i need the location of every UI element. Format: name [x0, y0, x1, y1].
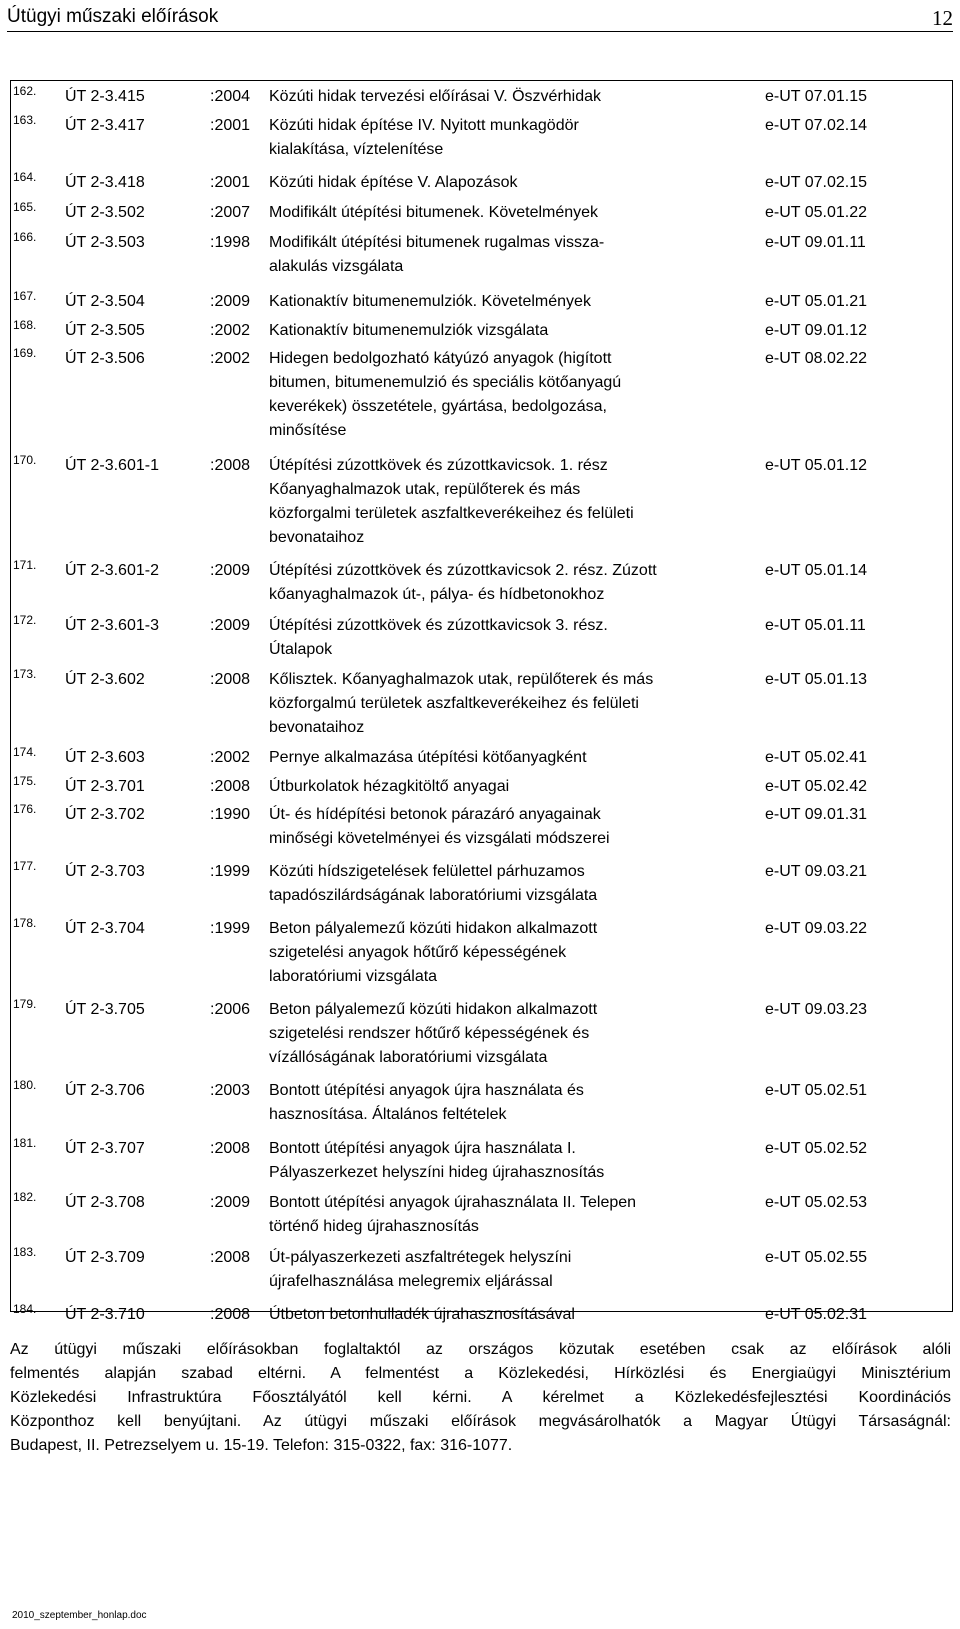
title-line: tapadószilárdságának laboratóriumi vizsgálata	[269, 887, 598, 904]
title-line: történő hideg újrahasznosítás	[269, 1218, 479, 1235]
standard-title	[269, 1191, 747, 1239]
title-line: közforgalmi területek aszfaltkeverékeihez és felületi	[269, 505, 634, 522]
title-line: Közúti hidak építése V. Alapozások	[269, 174, 518, 191]
standard-title	[269, 290, 747, 314]
standard-code: ÚT 2-3.707	[65, 1140, 145, 1157]
e-ut-reference: e-UT 05.01.22	[765, 204, 867, 221]
footer-line: felmentés alapján szabad eltérni. A felmentést a Közlekedési, Hírközlési és Energiaügyi Minisztérium	[10, 1365, 951, 1382]
standard-year: :1999	[210, 920, 251, 937]
standard-year: :2003	[210, 1082, 251, 1099]
e-ut-reference: e-UT 05.02.53	[765, 1194, 867, 1211]
standard-code: ÚT 2-3.704	[65, 920, 145, 937]
standard-year: :2002	[210, 350, 251, 367]
standard-code: ÚT 2-3.505	[65, 322, 145, 339]
e-ut-reference: e-UT 05.01.11	[765, 617, 866, 634]
standard-code: ÚT 2-3.708	[65, 1194, 145, 1211]
standard-code: ÚT 2-3.601-2	[65, 562, 159, 579]
standard-year: :2004	[210, 88, 251, 105]
standard-title	[269, 559, 747, 607]
standard-title	[269, 998, 747, 1070]
row-number: 165.	[13, 200, 37, 214]
title-line: hasznosítása. Általános feltételek	[269, 1106, 507, 1123]
title-line: Kőanyaghalmazok utak, repülőterek és más	[269, 481, 581, 498]
standard-year: :2008	[210, 671, 251, 688]
title-line: Útépítési zúzottkövek és zúzottkavicsok 2. rész. Zúzott	[269, 562, 657, 579]
row-number: 183.	[13, 1245, 37, 1259]
standard-code: ÚT 2-3.706	[65, 1082, 145, 1099]
standard-year: :2008	[210, 778, 251, 795]
row-number: 170.	[13, 453, 37, 467]
e-ut-reference: e-UT 05.02.42	[765, 778, 867, 795]
title-line: Útépítési zúzottkövek és zúzottkavicsok 3. rész.	[269, 617, 608, 634]
e-ut-reference: e-UT 09.01.12	[765, 322, 867, 339]
e-ut-reference: e-UT 09.03.23	[765, 1001, 867, 1018]
footer-paragraph	[10, 1338, 951, 1458]
standard-code: ÚT 2-3.503	[65, 234, 145, 251]
title-line: kialakítása, víztelenítése	[269, 141, 444, 158]
title-line: Útburkolatok hézagkitöltő anyagai	[269, 778, 510, 795]
row-number: 172.	[13, 613, 37, 627]
standard-code: ÚT 2-3.418	[65, 174, 145, 191]
standard-title	[269, 1079, 747, 1127]
standard-code: ÚT 2-3.703	[65, 863, 145, 880]
title-line: Beton pályalemezű közúti hidakon alkalmazott	[269, 1001, 598, 1018]
title-line: szigetelési rendszer hőtűrő képességének és	[269, 1025, 590, 1042]
title-line: minőségi követelményei és vizsgálati módszerei	[269, 830, 610, 847]
footer-line: Közlekedési Infrastruktúra Főosztályától kell kérni. A kérelmet a Közlekedésfejlesztési Koordinációs	[10, 1389, 951, 1406]
standard-title	[269, 347, 747, 443]
footer-line: Központhoz kell benyújtani. Az útügyi műszaki előírások megvásárolhatók a Magyar Útügyi Társaságnál:	[10, 1413, 951, 1430]
standard-code: ÚT 2-3.506	[65, 350, 145, 367]
e-ut-reference: e-UT 05.02.55	[765, 1249, 867, 1266]
e-ut-reference: e-UT 05.01.13	[765, 671, 867, 688]
standard-title	[269, 917, 747, 989]
e-ut-reference: e-UT 05.02.52	[765, 1140, 867, 1157]
row-number: 169.	[13, 346, 37, 360]
title-line: bevonataihoz	[269, 529, 365, 546]
row-number: 179.	[13, 997, 37, 1011]
standard-year: :2009	[210, 617, 251, 634]
standards-table	[10, 80, 953, 1323]
title-line: Kationaktív bitumenemulziók vizsgálata	[269, 322, 549, 339]
row-number: 175.	[13, 774, 37, 788]
row-number: 168.	[13, 318, 37, 332]
standard-year: :2001	[210, 174, 251, 191]
footer-line: Budapest, II. Petrezselyem u. 15-19. Telefon: 315-0322, fax: 316-1077.	[10, 1437, 513, 1454]
standard-code: ÚT 2-3.710	[65, 1306, 145, 1323]
header-title: Útügyi műszaki előírások	[7, 6, 219, 27]
title-line: újrafelhasználása melegremix eljárással	[269, 1273, 553, 1290]
title-line: kőanyaghalmazok út-, pálya- és hídbetonokhoz	[269, 586, 605, 603]
title-line: Közúti hidak építése IV. Nyitott munkagödör	[269, 117, 579, 134]
row-number: 180.	[13, 1078, 37, 1092]
row-number: 178.	[13, 916, 37, 930]
title-line: keverékek) összetétele, gyártása, bedolgozása,	[269, 398, 607, 415]
title-line: minősítése	[269, 422, 347, 439]
title-line: Útépítési zúzottkövek és zúzottkavicsok. 1. rész	[269, 457, 608, 474]
title-line: Kationaktív bitumenemulziók. Követelmények	[269, 293, 591, 310]
title-line: bitumen, bitumenemulzió és speciális kötőanyagú	[269, 374, 622, 391]
standard-code: ÚT 2-3.601-1	[65, 457, 159, 474]
standard-title	[269, 1137, 747, 1185]
standard-title	[269, 803, 747, 851]
standard-code: ÚT 2-3.709	[65, 1249, 145, 1266]
title-line: Pernye alkalmazása útépítési kötőanyagként	[269, 749, 587, 766]
standard-year: :1998	[210, 234, 251, 251]
standard-title	[269, 454, 747, 550]
standard-title	[269, 746, 747, 770]
standard-year: :2006	[210, 1001, 251, 1018]
standard-code: ÚT 2-3.701	[65, 778, 145, 795]
title-line: alakulás vizsgálata	[269, 258, 404, 275]
e-ut-reference: e-UT 05.01.21	[765, 293, 867, 310]
title-line: Út- és hídépítési betonok párazáró anyagainak	[269, 806, 601, 823]
row-number: 182.	[13, 1190, 37, 1204]
title-line: Modifikált útépítési bitumenek rugalmas vissza-	[269, 234, 605, 251]
title-line: Beton pályalemezű közúti hidakon alkalmazott	[269, 920, 598, 937]
standard-title	[269, 231, 747, 279]
standard-year: :2009	[210, 293, 251, 310]
e-ut-reference: e-UT 09.01.31	[765, 806, 867, 823]
standard-code: ÚT 2-3.502	[65, 204, 145, 221]
e-ut-reference: e-UT 07.02.15	[765, 174, 867, 191]
title-line: Pályaszerkezet helyszíni hideg újrahasznosítás	[269, 1164, 605, 1181]
standard-title	[269, 668, 747, 740]
standard-year: :2008	[210, 1306, 251, 1323]
title-line: vízállóságának laboratóriumi vizsgálata	[269, 1049, 548, 1066]
standard-title	[269, 85, 747, 109]
title-line: Bontott útépítési anyagok újra használata és	[269, 1082, 584, 1099]
title-line: bevonataihoz	[269, 719, 365, 736]
row-number: 171.	[13, 558, 37, 572]
title-line: Útbeton betonhulladék újrahasznosításával	[269, 1306, 575, 1323]
row-number: 162.	[13, 84, 37, 98]
row-number: 163.	[13, 113, 37, 127]
standard-title	[269, 614, 747, 662]
standard-year: :1999	[210, 863, 251, 880]
title-line: Út-pályaszerkezeti aszfaltrétegek helyszíni	[269, 1249, 572, 1266]
standard-year: :2007	[210, 204, 251, 221]
e-ut-reference: e-UT 05.02.51	[765, 1082, 867, 1099]
file-name: 2010_szeptember_honlap.doc	[12, 1610, 147, 1621]
title-line: szigetelési anyagok hőtűrő képességének	[269, 944, 567, 961]
standard-title	[269, 171, 747, 195]
standard-year: :1990	[210, 806, 251, 823]
title-line: Bontott útépítési anyagok újrahasználata II. Telepen	[269, 1194, 637, 1211]
page-number: 12	[932, 6, 953, 30]
standard-year: :2002	[210, 749, 251, 766]
title-line: Bontott útépítési anyagok újra használata I.	[269, 1140, 576, 1157]
row-number: 167.	[13, 289, 37, 303]
title-line: Közúti hídszigetelések felülettel párhuzamos	[269, 863, 585, 880]
e-ut-reference: e-UT 05.02.31	[765, 1306, 867, 1323]
standard-year: :2008	[210, 457, 251, 474]
e-ut-reference: e-UT 07.02.14	[765, 117, 867, 134]
row-number: 173.	[13, 667, 37, 681]
row-number: 184.	[13, 1302, 37, 1316]
row-number: 164.	[13, 170, 37, 184]
e-ut-reference: e-UT 09.03.22	[765, 920, 867, 937]
row-number: 181.	[13, 1136, 37, 1150]
e-ut-reference: e-UT 08.02.22	[765, 350, 867, 367]
e-ut-reference: e-UT 05.01.12	[765, 457, 867, 474]
standard-code: ÚT 2-3.702	[65, 806, 145, 823]
e-ut-reference: e-UT 09.03.21	[765, 863, 867, 880]
page-header	[7, 0, 953, 32]
e-ut-reference: e-UT 09.01.11	[765, 234, 866, 251]
standard-year: :2008	[210, 1249, 251, 1266]
row-number: 166.	[13, 230, 37, 244]
standard-title	[269, 775, 747, 799]
standard-year: :2008	[210, 1140, 251, 1157]
title-line: közforgalmú területek aszfaltkeverékeihez és felületi	[269, 695, 639, 712]
title-line: Kőlisztek. Kőanyaghalmazok utak, repülőterek és más	[269, 671, 654, 688]
title-line: Útalapok	[269, 641, 333, 658]
standard-code: ÚT 2-3.602	[65, 671, 145, 688]
title-line: Közúti hidak tervezési előírásai V. Öszvérhidak	[269, 88, 602, 105]
standard-title	[269, 114, 747, 162]
row-number: 176.	[13, 802, 37, 816]
standard-title	[269, 1246, 747, 1294]
standard-title	[269, 1303, 747, 1327]
standard-year: :2009	[210, 1194, 251, 1211]
title-line: Hidegen bedolgozható kátyúzó anyagok (higított	[269, 350, 612, 367]
standard-title	[269, 860, 747, 908]
standard-code: ÚT 2-3.504	[65, 293, 145, 310]
row-number: 177.	[13, 859, 37, 873]
title-line: laboratóriumi vizsgálata	[269, 968, 438, 985]
row-number: 174.	[13, 745, 37, 759]
footer-line: Az útügyi műszaki előírásokban foglaltaktól az országos közutak esetében csak az előírások alóli	[10, 1341, 951, 1358]
standard-year: :2009	[210, 562, 251, 579]
standard-code: ÚT 2-3.415	[65, 88, 145, 105]
e-ut-reference: e-UT 05.02.41	[765, 749, 867, 766]
standard-code: ÚT 2-3.417	[65, 117, 145, 134]
e-ut-reference: e-UT 05.01.14	[765, 562, 867, 579]
standard-title	[269, 319, 747, 343]
standard-code: ÚT 2-3.705	[65, 1001, 145, 1018]
standard-code: ÚT 2-3.601-3	[65, 617, 159, 634]
title-line: Modifikált útépítési bitumenek. Követelmények	[269, 204, 599, 221]
standard-code: ÚT 2-3.603	[65, 749, 145, 766]
standard-year: :2002	[210, 322, 251, 339]
e-ut-reference: e-UT 07.01.15	[765, 88, 867, 105]
standard-year: :2001	[210, 117, 251, 134]
standard-title	[269, 201, 747, 225]
